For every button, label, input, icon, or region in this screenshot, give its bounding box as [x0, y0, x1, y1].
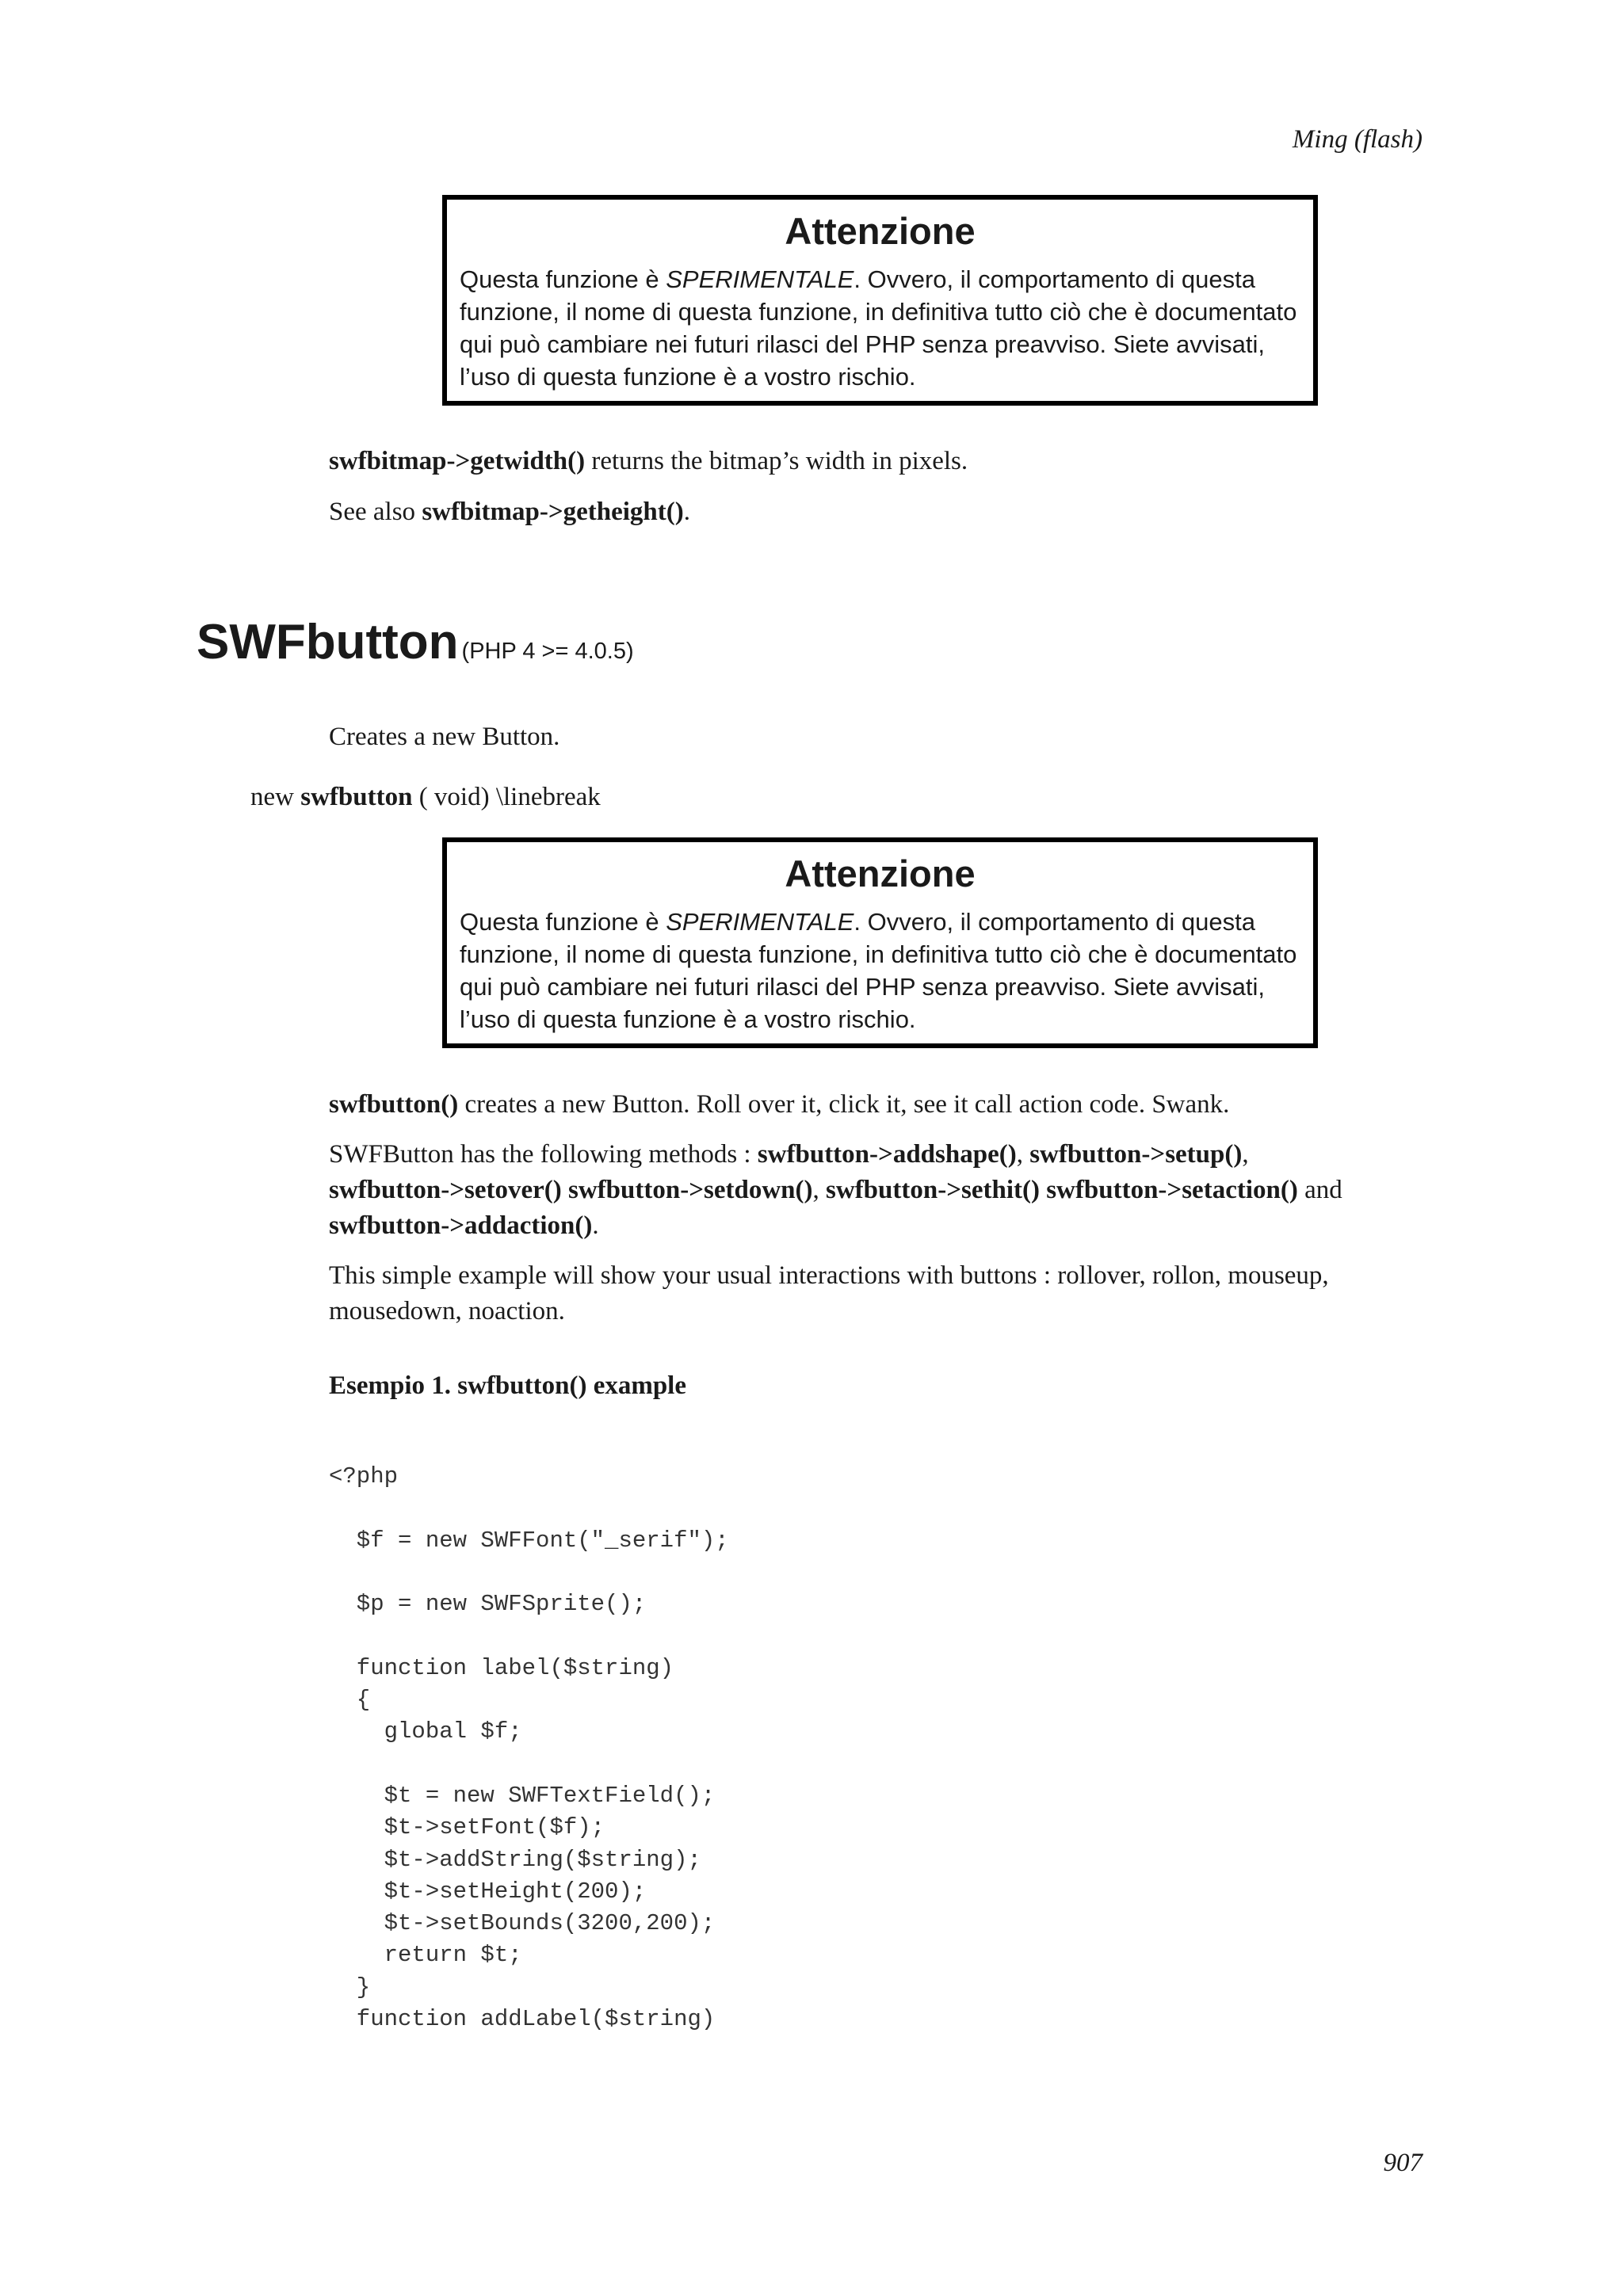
method-link[interactable]: swfbutton->setdown() [568, 1176, 813, 1204]
example-intro: This simple example will show your usual interactions with buttons : rollover, rollon, mouseup, mousedown, noaction. [329, 1261, 1329, 1325]
warning-text: Questa funzione è SPERIMENTALE. Ovvero, il comportamento di questa funzione, il nome di questa funzione, in definitiva tutto ciò che è documentato qui può cambiare nei futuri rilasci del PHP senza preavviso. Siete avvisati, l’uso di questa funzione è a vostro rischio. [460, 907, 1297, 1033]
description-paragraph: swfbutton() creates a new Button. Roll over it, click it, see it call action code. Swank. [329, 1090, 1230, 1119]
section-title: SWFbutton [197, 615, 459, 669]
see-also-link[interactable]: swfbitmap->getheight() [422, 498, 684, 526]
method-link[interactable]: swfbutton->setup() [1029, 1140, 1243, 1169]
method-link[interactable]: swfbutton->setaction() [1046, 1176, 1298, 1204]
section-version: (PHP 4 >= 4.0.5) [461, 639, 634, 664]
warning-text: Questa funzione è SPERIMENTALE. Ovvero, il comportamento di questa funzione, il nome di questa funzione, in definitiva tutto ciò che è documentato qui può cambiare nei futuri rilasci del PHP senza preavviso. Siete avvisati, l’uso di questa funzione è a vostro rischio. [460, 265, 1297, 391]
code-listing: <?php $f = new SWFFont("_serif"); $p = new SWFSprite(); function label($string) { global $f; $t = new SWFTextField(); $t->setFont($f); $t->addString($string); $t->setHeight(200); $t->setBounds(3200,200); return $t; } function addLabel($string) [329, 1463, 729, 2033]
getwidth-description: swfbitmap->getwidth() returns the bitmap’s width in pixels. [329, 447, 968, 475]
method-link[interactable]: swfbutton->addaction() [329, 1211, 593, 1240]
page-number: 907 [1383, 2149, 1423, 2177]
example-title: Esempio 1. swfbutton() example [329, 1371, 686, 1400]
methods-paragraph: SWFButton has the following methods : swfbutton->addshape(), swfbutton->setup(), swfbutton->setover() swfbutton->setdown(), swfbutton->sethit() swfbutton->setaction() and swfbutton->addaction(). [329, 1140, 1342, 1240]
method-link[interactable]: swfbutton->sethit() [826, 1176, 1040, 1204]
synopsis: new swfbutton ( void) \linebreak [250, 783, 601, 811]
warning-box [442, 837, 1318, 1048]
section-heading [197, 615, 634, 669]
function-name: swfbitmap->getwidth() [329, 447, 586, 475]
warning-title: Attenzione [785, 852, 976, 894]
synopsis-function: swfbutton [300, 783, 413, 811]
method-link[interactable]: swfbutton->addshape() [757, 1140, 1017, 1169]
method-link[interactable]: swfbutton->setover() [329, 1176, 562, 1204]
see-also: See also swfbitmap->getheight(). [329, 498, 690, 526]
warning-box [442, 195, 1318, 406]
section-summary: Creates a new Button. [329, 723, 560, 751]
running-header: Ming (flash) [1292, 125, 1423, 154]
warning-title: Attenzione [785, 210, 976, 252]
